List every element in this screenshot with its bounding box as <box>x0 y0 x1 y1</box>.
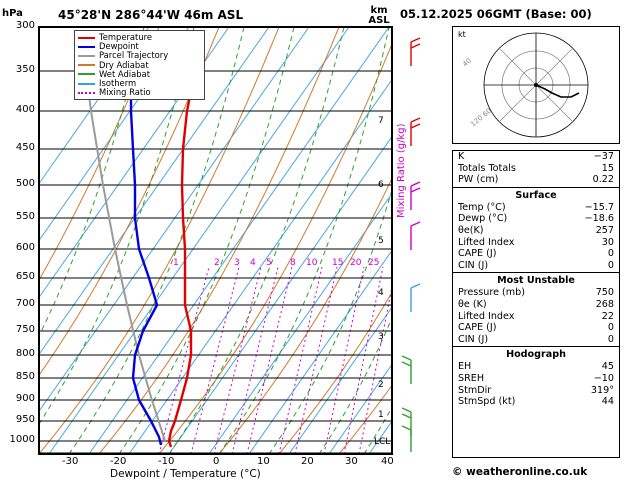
divider-2 <box>453 272 619 273</box>
p-tick-300: 300 <box>15 20 35 31</box>
t-tick-m20: -20 <box>110 456 127 467</box>
mu-name-thetae: θe (K) <box>458 298 487 310</box>
mu-row-pressure <box>453 287 619 299</box>
h-tick-6: 6 <box>378 180 384 190</box>
hodo-value-stmdir: 319° <box>590 384 614 396</box>
p-tick-850: 850 <box>15 371 35 382</box>
divider-3 <box>453 346 619 347</box>
hodo-row-stmspd <box>453 396 619 408</box>
legend-swatch-wet-adiabat <box>78 73 95 75</box>
hodo-row-eh <box>453 361 619 373</box>
surface-name-thetae: θe(K) <box>458 224 484 236</box>
p-tick-350: 350 <box>15 64 35 75</box>
mu-row-li <box>453 311 619 323</box>
surface-value-li: 30 <box>601 236 614 248</box>
hodograph-svg <box>453 27 619 143</box>
mixing-label-15: 15 <box>332 258 344 268</box>
hodo-name-stmspd: StmSpd (kt) <box>458 396 516 408</box>
surface-row-li <box>453 237 619 249</box>
legend-label-temperature: Temperature <box>99 32 153 43</box>
legend-swatch-temperature <box>78 37 95 39</box>
mu-row-cape <box>453 322 619 334</box>
mixing-ratio-axis-title: Mixing Ratio (g/kg) <box>396 123 407 218</box>
asl-label: ASL <box>368 15 390 26</box>
temperature-tick-labels <box>38 456 393 468</box>
h-tick-5: 5 <box>378 236 384 246</box>
mu-value-pressure: 750 <box>595 287 614 299</box>
legend-label-dry-adiabat: Dry Adiabat <box>99 59 149 70</box>
index-name-pw: PW (cm) <box>458 174 499 186</box>
mu-row-thetae <box>453 299 619 311</box>
legend-label-isotherm: Isotherm <box>99 78 137 89</box>
p-tick-550: 550 <box>15 211 35 222</box>
surface-name-temp: Temp (°C) <box>458 201 506 213</box>
surface-value-dewp: −18.6 <box>584 213 614 225</box>
index-value-totals: 15 <box>601 162 614 174</box>
surface-value-cape: 0 <box>607 248 614 260</box>
mu-name-cape: CAPE (J) <box>458 322 497 334</box>
legend-label-parcel: Parcel Trajectory <box>99 50 169 61</box>
mu-row-cin <box>453 334 619 346</box>
surface-row-dewp <box>453 213 619 225</box>
mu-name-cin: CIN (J) <box>458 333 489 345</box>
hodo-name-stmdir: StmDir <box>458 384 492 396</box>
p-tick-950: 950 <box>15 414 35 425</box>
p-tick-650: 650 <box>15 271 35 282</box>
surface-value-temp: −15.7 <box>584 201 614 213</box>
index-name-k: K <box>458 151 465 162</box>
t-tick-20: 20 <box>301 456 314 467</box>
svg-text:120 60: 120 60 <box>469 106 494 129</box>
section-title-hodograph: Hodograph <box>506 349 566 361</box>
wind-barb-column <box>394 26 428 455</box>
legend-item-temperature <box>78 33 201 42</box>
index-value-k: −37 <box>593 151 614 162</box>
hodo-row-stmdir <box>453 385 619 397</box>
surface-name-cin: CIN (J) <box>458 259 489 271</box>
mixing-label-2: 2 <box>214 258 220 268</box>
legend-swatch-parcel <box>78 55 95 57</box>
legend-label-dewpoint: Dewpoint <box>99 41 139 52</box>
date-title: 05.12.2025 06GMT (Base: 00) <box>400 7 592 21</box>
mu-name-li: Lifted Index <box>458 310 515 322</box>
mixing-label-20: 20 <box>350 258 362 268</box>
station-title: 45°28'N 286°44'W 46m ASL <box>58 8 244 22</box>
surface-row-temp <box>453 202 619 214</box>
mu-name-pressure: Pressure (mb) <box>458 287 525 299</box>
t-tick-30: 30 <box>345 456 358 467</box>
surface-name-cape: CAPE (J) <box>458 248 497 260</box>
legend-swatch-mixing-ratio <box>78 92 95 94</box>
legend-label-mixing-ratio: Mixing Ratio <box>99 87 151 98</box>
index-row-pw <box>453 174 619 186</box>
mixing-label-1: 1 <box>173 258 179 268</box>
mixing-label-4: 4 <box>250 258 256 268</box>
t-tick-m30: -30 <box>62 456 79 467</box>
wind-barbs-svg <box>394 26 428 455</box>
legend-item-mixing-ratio <box>78 88 201 97</box>
mu-value-thetae: 268 <box>595 298 614 310</box>
t-tick-0: 0 <box>213 456 220 467</box>
hodo-value-stmspd: 44 <box>601 396 614 408</box>
indices-table <box>452 150 620 458</box>
index-row-totals <box>453 163 619 175</box>
h-tick-3: 3 <box>378 332 384 342</box>
p-tick-400: 400 <box>15 104 35 115</box>
mixing-label-10: 10 <box>306 258 318 268</box>
svg-text:40: 40 <box>461 56 474 69</box>
divider-1 <box>453 187 619 188</box>
x-axis-title: Dewpoint / Temperature (°C) <box>110 468 261 480</box>
legend-swatch-dry-adiabat <box>78 64 95 66</box>
mixing-ratio-labels <box>38 258 393 270</box>
h-tick-2: 2 <box>378 380 384 390</box>
lcl-label: LCL <box>374 437 391 447</box>
h-tick-7: 7 <box>378 116 384 126</box>
hodo-value-eh: 45 <box>601 361 614 373</box>
chart-legend <box>74 30 205 100</box>
legend-label-wet-adiabat: Wet Adiabat <box>99 68 150 79</box>
p-tick-1000: 1000 <box>9 434 35 445</box>
mu-value-cin: 0 <box>607 333 614 345</box>
h-tick-1: 1 <box>378 410 384 420</box>
hodograph-unit-label: kt <box>458 30 466 39</box>
section-title-most-unstable: Most Unstable <box>497 275 575 287</box>
copyright-credit: © weatheronline.co.uk <box>452 466 588 478</box>
p-tick-450: 450 <box>15 142 35 153</box>
section-title-surface: Surface <box>515 189 557 201</box>
surface-row-cin <box>453 260 619 272</box>
hodo-value-sreh: −10 <box>593 372 614 384</box>
surface-value-cin: 0 <box>607 259 614 271</box>
legend-swatch-dewpoint <box>78 46 95 48</box>
surface-name-dewp: Dewp (°C) <box>458 213 508 225</box>
index-name-totals: Totals Totals <box>458 162 516 174</box>
p-tick-700: 700 <box>15 298 35 309</box>
t-tick-40: 40 <box>381 456 394 467</box>
mu-value-cape: 0 <box>607 322 614 334</box>
h-tick-4: 4 <box>378 288 384 298</box>
t-tick-m10: -10 <box>158 456 175 467</box>
km-label: km <box>370 5 388 16</box>
hodo-row-sreh <box>453 373 619 385</box>
height-axis-unit <box>366 6 392 26</box>
mu-value-li: 22 <box>601 310 614 322</box>
index-value-pw: 0.22 <box>592 174 614 186</box>
mixing-label-25: 25 <box>368 258 380 268</box>
p-tick-600: 600 <box>15 242 35 253</box>
legend-swatch-isotherm <box>78 83 95 85</box>
surface-value-thetae: 257 <box>595 224 614 236</box>
index-row-k <box>453 151 619 163</box>
hodograph-panel[interactable] <box>452 26 620 144</box>
mixing-label-5: 5 <box>266 258 272 268</box>
mixing-label-3: 3 <box>234 258 240 268</box>
hodo-name-sreh: SREH <box>458 372 485 384</box>
surface-row-cape <box>453 248 619 260</box>
t-tick-10: 10 <box>257 456 270 467</box>
p-tick-750: 750 <box>15 324 35 335</box>
surface-row-thetae <box>453 225 619 237</box>
pressure-axis-unit: hPa <box>2 8 23 19</box>
mixing-label-8: 8 <box>290 258 296 268</box>
hodo-name-eh: EH <box>458 361 472 373</box>
p-tick-800: 800 <box>15 348 35 359</box>
p-tick-500: 500 <box>15 178 35 189</box>
surface-name-li: Lifted Index <box>458 236 515 248</box>
legend-item-wet-adiabat <box>78 70 201 79</box>
p-tick-900: 900 <box>15 393 35 404</box>
